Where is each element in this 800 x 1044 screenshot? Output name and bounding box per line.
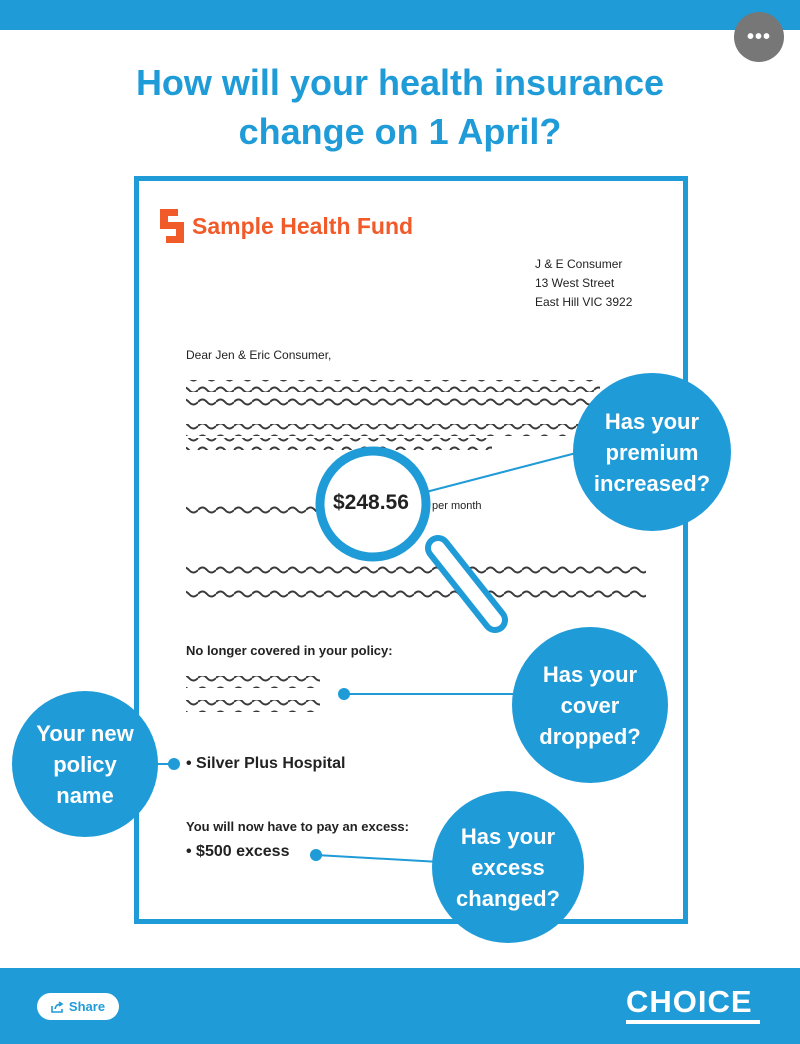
policy-callout-line-2: policy (53, 751, 117, 777)
cover-callout-line-2: cover (560, 692, 620, 718)
address-line-3: East Hill VIC 3922 (535, 295, 633, 309)
premium-callout-line-3: increased? (593, 470, 711, 496)
excess-callout-line-3: changed? (456, 885, 560, 911)
title-line-2: change on 1 April? (238, 111, 562, 152)
excess-amount: • $500 excess (186, 843, 290, 860)
policy-name: • Silver Plus Hospital (186, 755, 346, 772)
cover-connector-dot (338, 688, 350, 700)
cover-callout-line-1: Has your (542, 661, 638, 687)
placeholder-text-line (186, 394, 600, 406)
share-label: Share (68, 999, 106, 1014)
premium-callout-line-1: Has your (604, 408, 700, 434)
excess-callout-line-2: excess (471, 854, 545, 880)
excess-callout-line-1: Has your (460, 823, 556, 849)
placeholder-text-line (186, 676, 320, 688)
placeholder-text-line (186, 438, 492, 450)
premium-callout-line-2: premium (605, 439, 699, 465)
placeholder-text-line (186, 700, 320, 712)
policy-callout (12, 691, 158, 837)
more-horizontal-icon: ••• (746, 25, 771, 48)
premium-period: per month (432, 500, 482, 512)
choice-logo-underline (626, 1020, 760, 1024)
placeholder-text-line (186, 502, 316, 514)
cover-callout (512, 627, 668, 783)
share-button[interactable] (37, 993, 119, 1020)
policy-callout-line-3: name (56, 782, 114, 808)
choice-logo: CHOICE (626, 984, 753, 1019)
premium-connector (426, 452, 580, 492)
not-covered-label: No longer covered in your policy: (186, 643, 393, 658)
address-line-2: 13 West Street (535, 276, 615, 290)
title-line-1: How will your health insurance (135, 62, 665, 103)
excess-connector (316, 855, 440, 862)
address-line-1: J & E Consumer (535, 257, 623, 271)
premium-amount: $248.56 (333, 491, 409, 514)
policy-connector-dot (168, 758, 180, 770)
excess-connector-dot (310, 849, 322, 861)
placeholder-text-line (186, 588, 646, 600)
premium-callout (573, 373, 731, 531)
policy-callout-line-1: Your new (36, 720, 134, 746)
placeholder-text-line (186, 424, 582, 436)
share-icon (51, 1001, 64, 1013)
placeholder-text-line (186, 380, 600, 392)
fund-name: Sample Health Fund (192, 212, 414, 239)
letter-greeting: Dear Jen & Eric Consumer, (186, 348, 332, 362)
excess-callout (432, 791, 584, 943)
cover-callout-line-3: dropped? (539, 723, 641, 749)
excess-label: You will now have to pay an excess: (186, 819, 409, 834)
placeholder-text-line (186, 564, 646, 576)
